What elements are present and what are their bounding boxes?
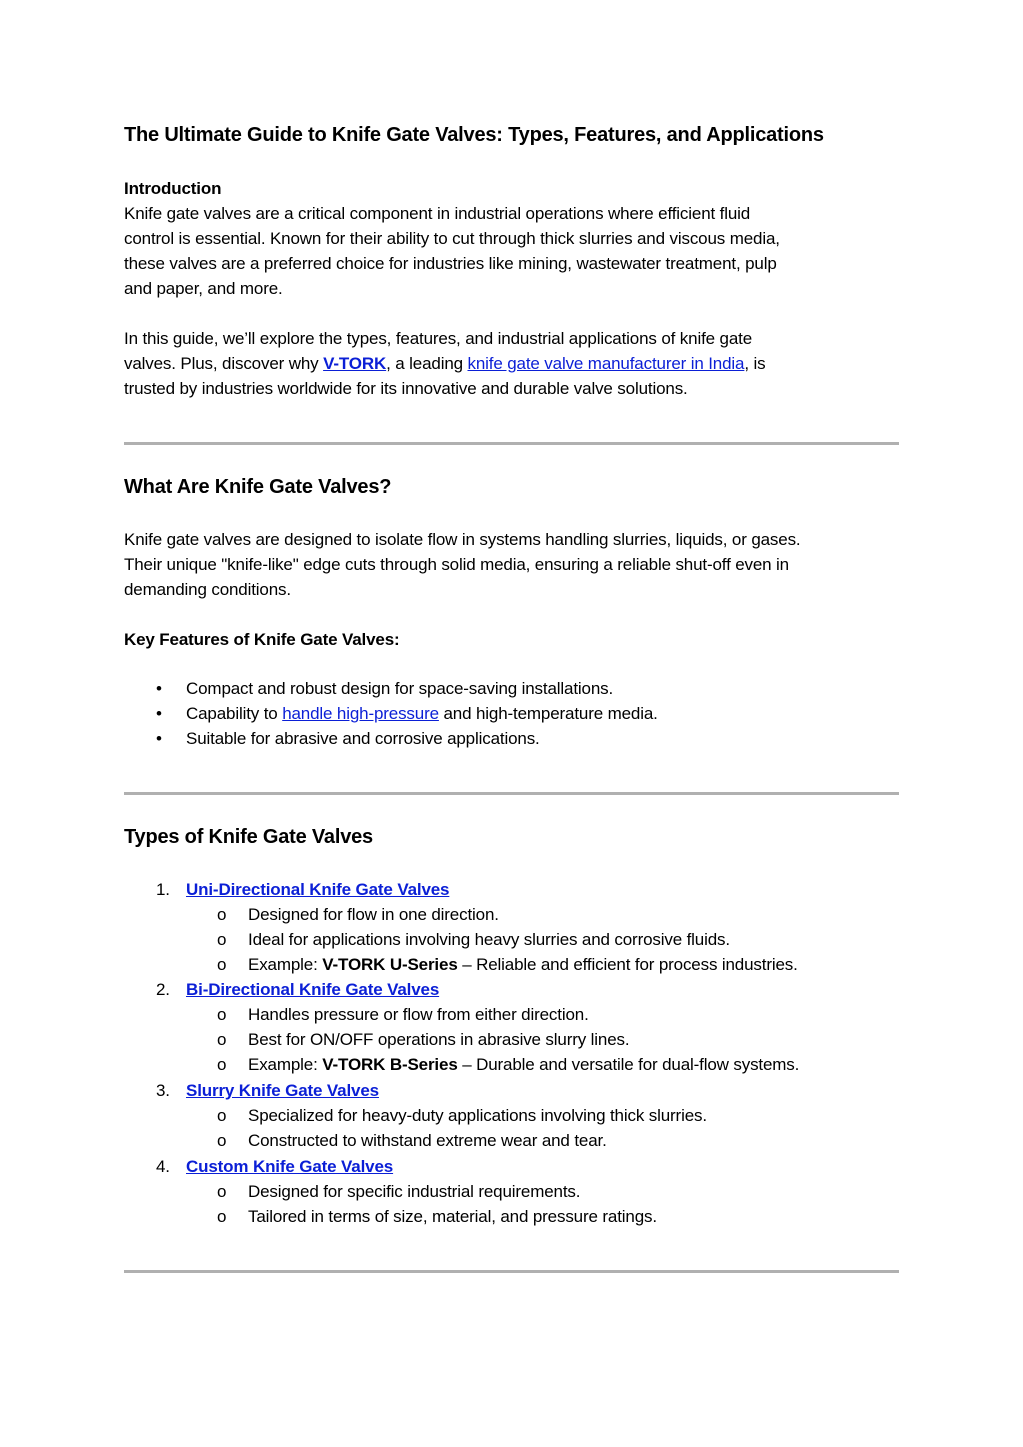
sub-item-example bbox=[248, 1052, 799, 1077]
bullet-icon: • bbox=[156, 679, 162, 698]
sub-item: Ideal for applications involving heavy slurries and corrosive fluids. bbox=[248, 930, 730, 949]
section-divider bbox=[124, 1270, 899, 1273]
example-product: V-TORK U-Series bbox=[322, 955, 458, 974]
sub-item: Designed for specific industrial requirements. bbox=[248, 1182, 581, 1201]
v-tork-link[interactable]: V-TORK bbox=[323, 354, 387, 373]
list-number: 4. bbox=[156, 1157, 170, 1176]
uni-directional-link[interactable]: Uni-Directional Knife Gate Valves bbox=[186, 880, 450, 899]
intro-p2-text: valves. Plus, discover why bbox=[124, 354, 324, 373]
section-divider bbox=[124, 442, 899, 445]
types-heading: Types of Knife Gate Valves bbox=[124, 826, 373, 848]
sub-item: Designed for flow in one direction. bbox=[248, 905, 499, 924]
list-number: 1. bbox=[156, 880, 170, 899]
intro-p2-line: trusted by industries worldwide for its innovative and durable valve solutions. bbox=[124, 379, 688, 398]
list-number: 2. bbox=[156, 980, 170, 999]
example-desc: – Reliable and efficient for process industries. bbox=[457, 955, 798, 974]
section-divider bbox=[124, 792, 899, 795]
features-heading: Key Features of Knife Gate Valves: bbox=[124, 630, 400, 649]
slurry-link[interactable]: Slurry Knife Gate Valves bbox=[186, 1081, 379, 1100]
feature-item: Compact and robust design for space-saving installations. bbox=[186, 679, 614, 698]
sub-bullet-icon: o bbox=[217, 1131, 227, 1150]
what-line: Knife gate valves are designed to isolate flow in systems handling slurries, liquids, or gases. bbox=[124, 530, 801, 549]
intro-p1-line: Knife gate valves are a critical component in industrial operations where efficient fluid bbox=[124, 204, 751, 223]
sub-bullet-icon: o bbox=[217, 1106, 227, 1125]
what-line: demanding conditions. bbox=[124, 580, 291, 599]
sub-item: Constructed to withstand extreme wear and tear. bbox=[248, 1131, 607, 1150]
document-title: The Ultimate Guide to Knife Gate Valves: Types, Features, and Applications bbox=[124, 124, 824, 146]
feature-item: Suitable for abrasive and corrosive applications. bbox=[186, 729, 540, 748]
sub-bullet-icon: o bbox=[217, 930, 227, 949]
what-line: Their unique "knife-like" edge cuts through solid media, ensuring a reliable shut-off even in bbox=[124, 555, 789, 574]
sub-bullet-icon: o bbox=[217, 1030, 227, 1049]
custom-link[interactable]: Custom Knife Gate Valves bbox=[186, 1157, 394, 1176]
sub-bullet-icon: o bbox=[217, 1005, 227, 1024]
handle-high-pressure-link[interactable]: handle high-pressure bbox=[282, 704, 439, 723]
intro-p1-line: these valves are a preferred choice for industries like mining, wastewater treatment, pulp bbox=[124, 254, 777, 273]
feature-text: Capability to bbox=[186, 704, 283, 723]
example-prefix: Example: bbox=[248, 955, 323, 974]
feature-item bbox=[186, 701, 658, 726]
intro-p2-text: , a leading bbox=[386, 354, 468, 373]
sub-bullet-icon: o bbox=[217, 1182, 227, 1201]
example-desc: – Durable and versatile for dual-flow systems. bbox=[457, 1055, 800, 1074]
sub-item-example bbox=[248, 952, 798, 977]
example-product: V-TORK B-Series bbox=[322, 1055, 458, 1074]
intro-p2-text: , is bbox=[744, 354, 766, 373]
manufacturer-link[interactable]: knife gate valve manufacturer in India bbox=[467, 354, 745, 373]
bullet-icon: • bbox=[156, 704, 162, 723]
sub-bullet-icon: o bbox=[217, 1055, 227, 1074]
sub-item: Best for ON/OFF operations in abrasive slurry lines. bbox=[248, 1030, 630, 1049]
example-prefix: Example: bbox=[248, 1055, 323, 1074]
bi-directional-link[interactable]: Bi-Directional Knife Gate Valves bbox=[186, 980, 440, 999]
sub-bullet-icon: o bbox=[217, 1207, 227, 1226]
intro-p2-line bbox=[124, 351, 765, 376]
sub-bullet-icon: o bbox=[217, 955, 227, 974]
intro-p1-line: control is essential. Known for their ability to cut through thick slurries and viscous media, bbox=[124, 229, 780, 248]
sub-item: Handles pressure or flow from either direction. bbox=[248, 1005, 589, 1024]
intro-p2-line: In this guide, we’ll explore the types, features, and industrial applications of knife gate bbox=[124, 329, 753, 348]
sub-item: Specialized for heavy-duty applications involving thick slurries. bbox=[248, 1106, 707, 1125]
list-number: 3. bbox=[156, 1081, 170, 1100]
bullet-icon: • bbox=[156, 729, 162, 748]
sub-bullet-icon: o bbox=[217, 905, 227, 924]
what-heading: What Are Knife Gate Valves? bbox=[124, 476, 392, 498]
feature-text: and high-temperature media. bbox=[438, 704, 658, 723]
sub-item: Tailored in terms of size, material, and pressure ratings. bbox=[248, 1207, 657, 1226]
intro-p1-line: and paper, and more. bbox=[124, 279, 283, 298]
intro-heading: Introduction bbox=[124, 179, 222, 198]
